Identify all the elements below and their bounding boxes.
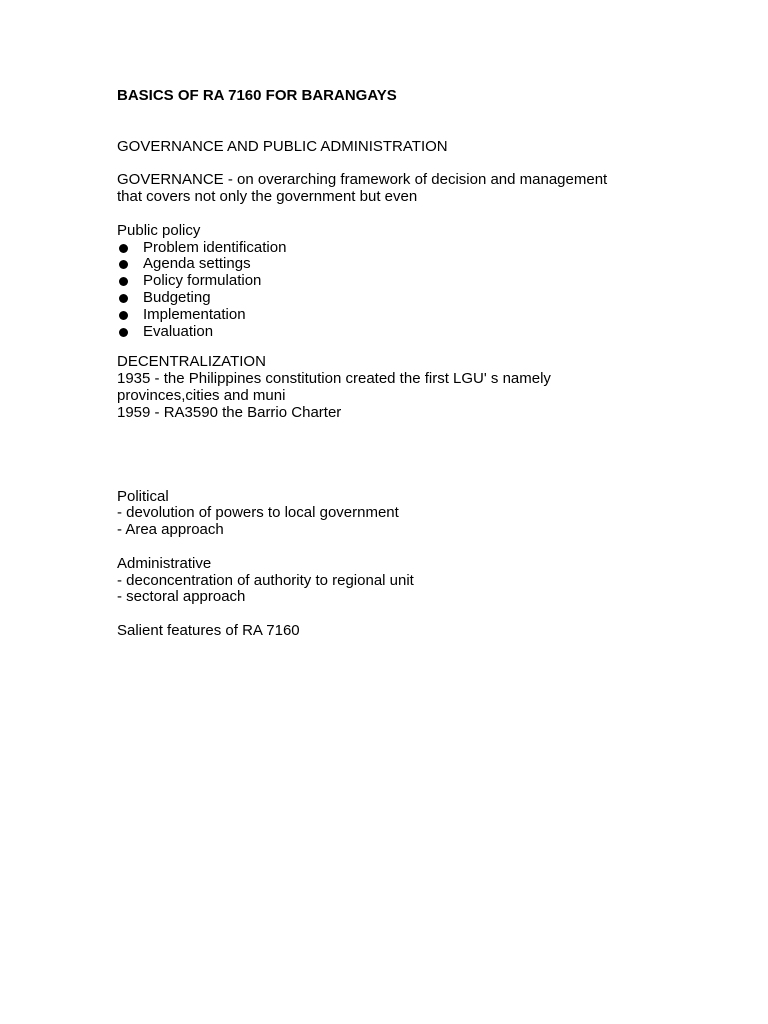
political-item: - Area approach [117, 521, 224, 539]
section-heading: GOVERNANCE AND PUBLIC ADMINISTRATION [117, 137, 448, 155]
document-page [117, 88, 677, 640]
bullet-icon [119, 244, 128, 253]
governance-definition-line-1: GOVERNANCE - on overarching framework of decision and management [117, 171, 608, 189]
list-item: Agenda settings [117, 256, 677, 273]
list-item: Problem identification [117, 240, 677, 257]
bullet-icon [119, 328, 128, 337]
administrative-item: - deconcentration of authority to regional unit [117, 571, 414, 589]
political-item: - devolution of powers to local government [117, 504, 399, 522]
document-title: BASICS OF RA 7160 FOR BARANGAYS [117, 87, 397, 104]
decentralization-line-3: 1959 - RA3590 the Barrio Charter [117, 403, 342, 421]
bullet-icon [119, 277, 128, 286]
governance-definition-line-2: that covers not only the government but even [117, 188, 418, 206]
bullet-icon [119, 294, 128, 303]
list-item: Budgeting [117, 290, 677, 307]
decentralization-line-1: 1935 - the Philippines constitution created the first LGU' s namely [117, 370, 551, 388]
administrative-heading: Administrative [117, 554, 212, 572]
list-item: Implementation [117, 307, 677, 324]
public-policy-heading: Public policy [117, 221, 201, 239]
bullet-icon [119, 260, 128, 269]
administrative-item: - sectoral approach [117, 588, 246, 606]
decentralization-line-2: provinces,cities and muni [117, 386, 286, 404]
list-item: Policy formulation [117, 273, 677, 290]
list-item: Evaluation [117, 324, 677, 341]
decentralization-heading: DECENTRALIZATION [117, 353, 266, 371]
salient-features-heading: Salient features of RA 7160 [117, 621, 300, 639]
political-heading: Political [117, 487, 169, 505]
public-policy-list [117, 240, 677, 341]
bullet-icon [119, 311, 128, 320]
